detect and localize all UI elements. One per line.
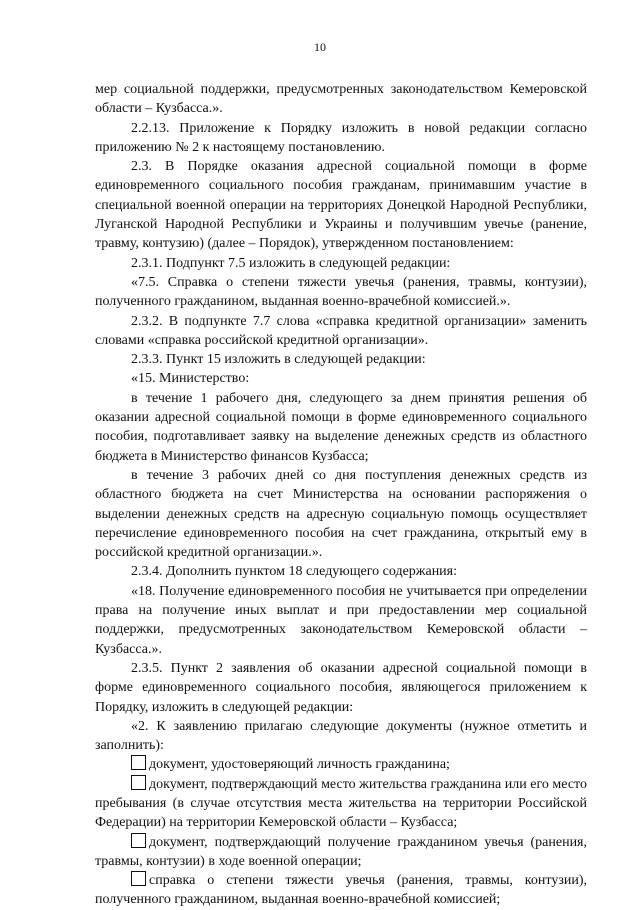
checklist-item [95,755,587,774]
paragraph-text: документ, подтверждающий место жительства гражданина или его место пребывания (в случае отсутствия места жительства на территории Российской Федерации) на территории Кемеровской области – Кузбасса; [95,776,587,831]
paragraph [95,562,587,581]
paragraph [95,369,587,388]
paragraph [95,582,587,659]
paragraph-text: справка о степени тяжести увечья (ранения, травмы, контузии), полученного гражданином, выданная военно-врачебной комиссией; [95,873,587,908]
paragraph-text: «2. К заявлению прилагаю следующие документы (нужное отметить и заполнить): [95,718,587,754]
paragraph-text: 2.3.2. В подпункте 7.7 слова «справка кредитной организации» заменить словами «справка российской кредитной организации». [95,313,587,348]
paragraph-text: 2.3.5. Пункт 2 заявления об оказании адресной социальной помощи в форме единовременного социального пособия, являющегося приложением к Порядку, изложить в следующей редакции: [95,660,587,715]
paragraph [95,350,587,369]
paragraph-text: 2.3.1. Подпункт 7.5 изложить в следующей редакции: [131,255,451,271]
paragraph-text: документ, подтверждающий получение гражданином увечья (ранения, травмы, контузии) в ходе военной операции; [95,834,587,869]
document-body [95,80,587,910]
paragraph [95,119,587,158]
paragraph-text: «18. Получение единовременного пособия не учитывается при определении права на получение иных выплат и при предоставлении мер социальной поддержки, предусмотренных законодательством Кемеровской области – Кузбасса.». [95,583,587,657]
paragraph [95,254,587,273]
paragraph-text: 2.3. В Порядке оказания адресной социальной помощи в форме единовременного социального пособия гражданам, принимавшим участие в специальной военной операции на территориях Донецкой Народной Республики, Луганской Народной Республики и Украины и получившим увечье (ранение, травму, контузию) (далее – Порядок), утвержденном постановлением: [95,159,587,252]
page-number: 10 [314,40,326,54]
paragraph [95,389,587,466]
paragraph-text: мер социальной поддержки, предусмотренных законодательством Кемеровской области – Кузбасса.». [95,82,587,117]
checklist-item [95,833,587,872]
checkbox[interactable] [131,775,146,790]
paragraph [95,273,587,312]
checklist-item [95,871,587,910]
paragraph-text: «7.5. Справка о степени тяжести увечья (ранения, травмы, контузии), полученного гражданином, выданная военно-врачебной комиссией.». [95,274,587,310]
paragraph-text: 2.3.3. Пункт 15 изложить в следующей редакции: [131,352,426,368]
paragraph [95,157,587,253]
paragraph [95,717,587,756]
checklist-item [95,775,587,833]
paragraph-text: документ, удостоверяющий личность гражданина; [149,757,450,773]
paragraph-text: 2.2.13. Приложение к Порядку изложить в новой редакции согласно приложению № 2 к настоящему постановлению. [95,120,587,155]
paragraph-text: «15. Министерство: [131,371,250,387]
paragraph-text: в течение 3 рабочих дней со дня поступления денежных средств из областного бюджета на счет Министерства на основании распоряжения о выделении денежных средств на адресную социальную помощь осуществляет перечисление единовременного пособия на счет гражданина, открытый ему в российской кредитной организации.». [95,467,587,561]
paragraph [95,659,587,717]
checkbox[interactable] [131,833,146,848]
paragraph [95,466,587,562]
checkbox[interactable] [131,871,146,886]
paragraph-text: в течение 1 рабочего дня, следующего за днем принятия решения об оказании адресной социальной помощи в форме единовременного социального пособия, подготавливает заявку на выделение денежных средств из областного бюджета в Министерство финансов Кузбасса; [95,390,587,464]
checkbox[interactable] [131,755,146,770]
paragraph-text: 2.3.4. Дополнить пунктом 18 следующего содержания: [131,564,458,580]
paragraph [95,312,587,351]
paragraph [95,80,587,119]
